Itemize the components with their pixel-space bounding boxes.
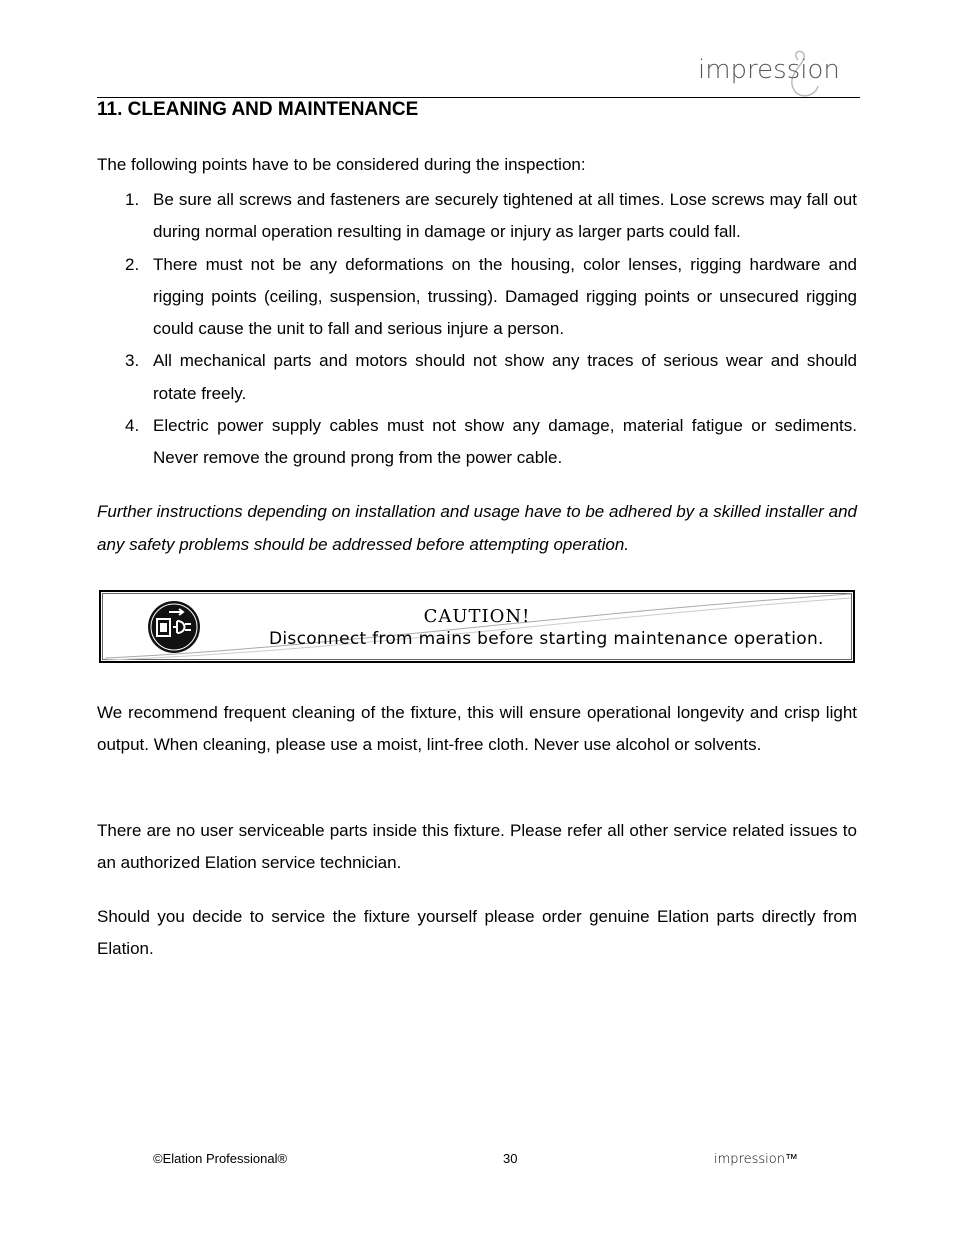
footer-product: impression™ [714,1152,798,1167]
inspection-list [97,184,857,475]
list-item [97,345,857,410]
intro-text: The following points have to be considered during the inspection: [97,155,586,174]
caution-box [99,590,855,663]
footer-page-number: 30 [503,1151,518,1166]
list-number: 2. [125,254,140,274]
list-item [97,249,857,346]
list-text: All mechanical parts and motors should not show any traces of serious wear and should rotate freely. [153,351,857,403]
list-text: Electric power supply cables must not show any damage, material fatigue or sediments. Never remove the ground prong from the power cable. [153,416,857,468]
list-item [97,184,857,249]
list-number: 3. [125,351,140,371]
list-text: Be sure all screws and fasteners are securely tightened at all times. Lose screws may fall out during normal operation resulting in damage or injury as larger parts could fall. [153,190,857,242]
list-number: 4. [125,416,140,436]
caution-title: CAUTION! [423,606,531,627]
list-item [97,410,857,475]
parts-paragraph: Should you decide to service the fixture yourself please order genuine Elation parts directly from Elation. [97,907,857,958]
installer-note: Further instructions depending on installation and usage have to be adhered by a skilled installer and any safety problems should be addressed before attempting operation. [97,502,857,554]
section-title: 11. CLEANING AND MAINTENANCE [97,99,419,120]
header-rule [97,97,860,98]
service-paragraph: There are no user serviceable parts inside this fixture. Please refer all other service related issues to an authorized Elation service technician. [97,821,857,872]
list-number: 1. [125,190,140,209]
footer-copyright: ©Elation Professional® [153,1151,288,1166]
caution-text: Disconnect from mains before starting maintenance operation. [269,629,824,649]
svg-text:impression: impression [698,55,840,85]
list-text: There must not be any deformations on the housing, color lenses, rigging hardware and rigging points (ceiling, suspension, trussing). Damaged rigging points or unsecured rigging could cause the unit to fall and serious injure a person. [153,254,857,339]
cleaning-paragraph: We recommend frequent cleaning of the fixture, this will ensure operational longevity and crisp light output. When cleaning, please use a moist, lint-free cloth. Never use alcohol or solvents. [97,703,857,754]
impression-logo [690,46,860,102]
